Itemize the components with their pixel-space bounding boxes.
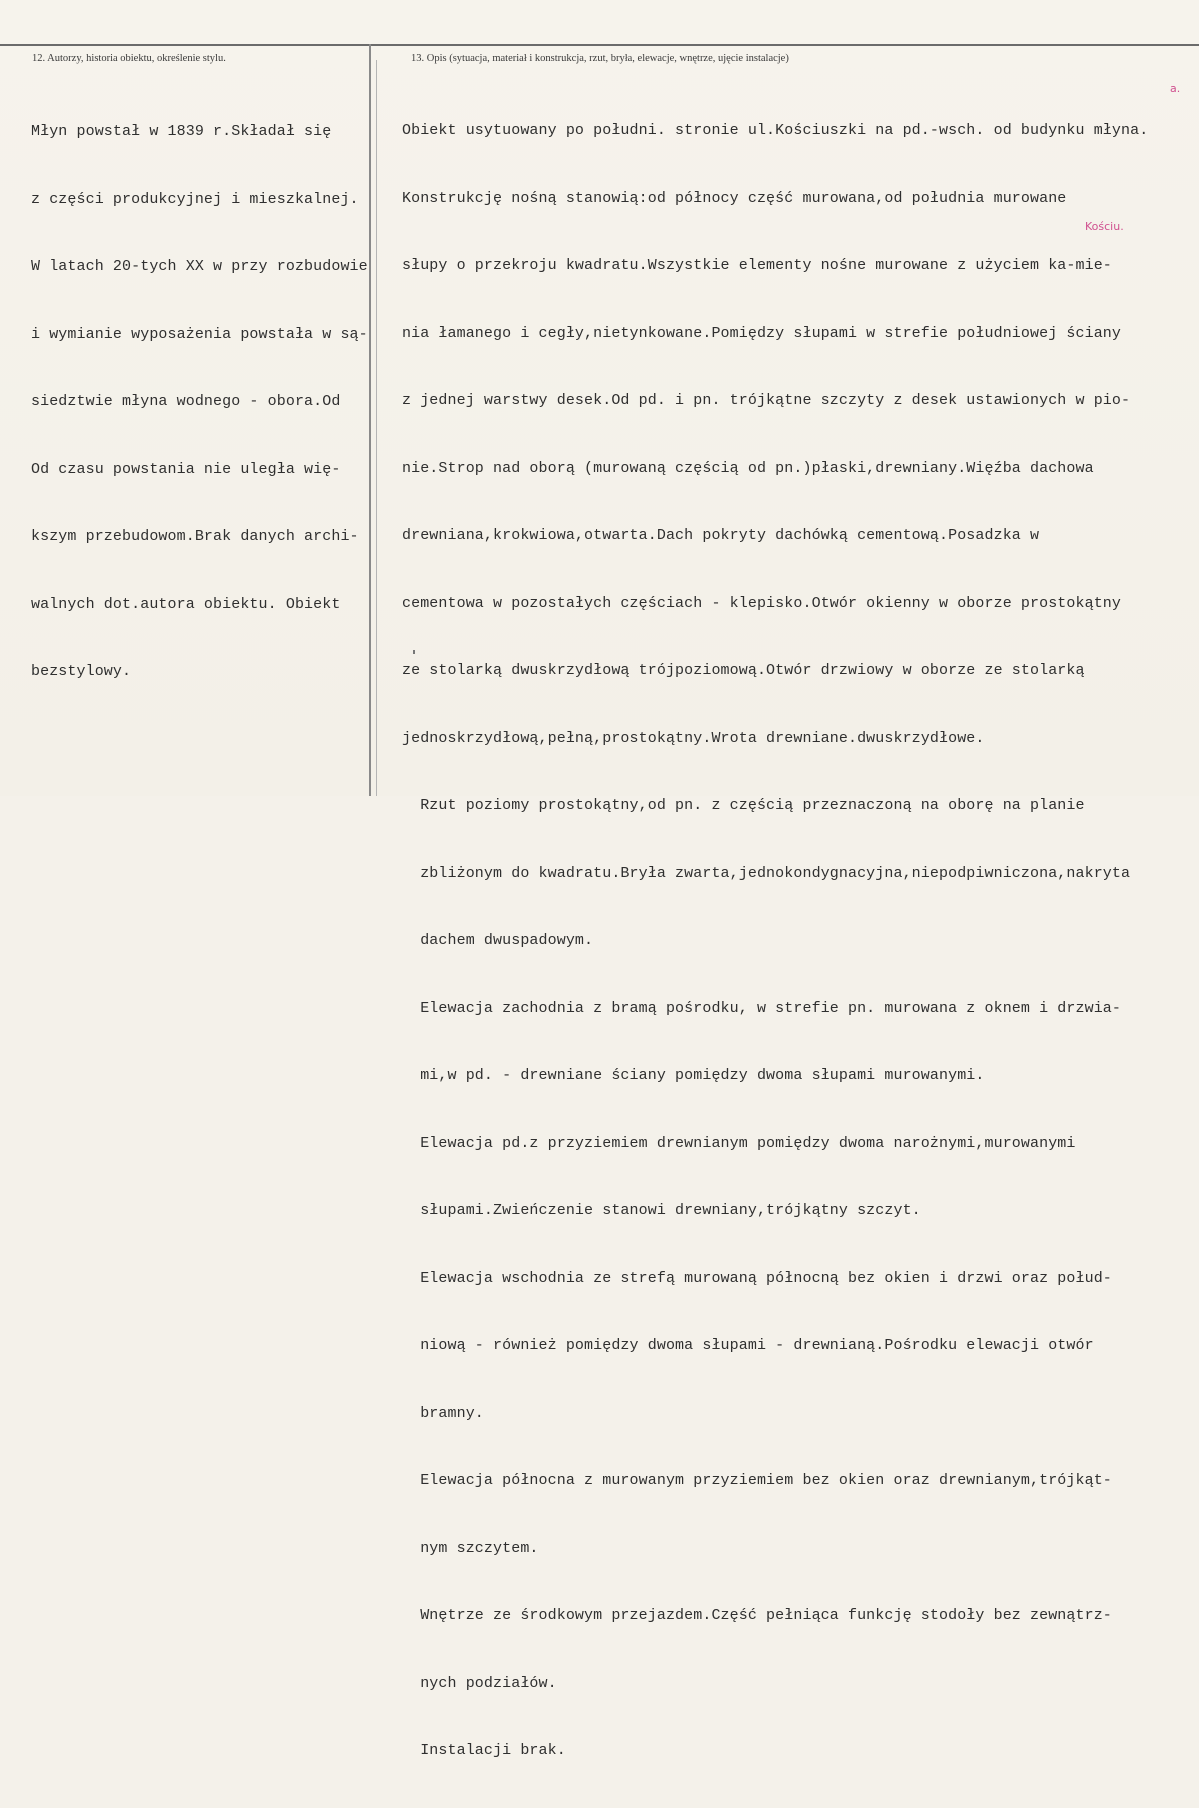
text-line: Elewacja zachodnia z bramą pośrodku, w strefie pn. murowana z oknem i drzwia- bbox=[402, 999, 1122, 1017]
text-line: jednoskrzydłową,pełną,prostokątny.Wrota drewniane.dwuskrzydłowe. bbox=[402, 729, 985, 747]
text-line: i wymianie wyposażenia powstała w są- bbox=[31, 325, 368, 343]
text-line: dachem dwuspadowym. bbox=[402, 932, 594, 949]
top-rule bbox=[0, 44, 1199, 46]
text-line: Elewacja wschodnia ze strefą murowaną północną bez okien i drzwi oraz połud- bbox=[402, 1269, 1112, 1287]
text-line: kszym przebudowom.Brak danych archi- bbox=[31, 528, 359, 545]
text-line: nych podziałów. bbox=[402, 1674, 557, 1692]
text-line: Obiekt usytuowany po południ. stronie ul.Kościuszki na pd.-wsch. od budynku młyna. bbox=[402, 122, 1149, 139]
text-line: z jednej warstwy desek.Od pd. i pn. trójkątne szczyty z desek ustawionych w pio- bbox=[402, 392, 1131, 409]
text-line: mi,w pd. - drewniane ściany pomiędzy dwoma słupami murowanymi. bbox=[402, 1067, 985, 1084]
text-line: bezstylowy. bbox=[31, 663, 132, 680]
text-line: Elewacja pd.z przyziemiem drewnianym pomiędzy dwoma narożnymi,murowanymi bbox=[402, 1134, 1076, 1152]
text-line: walnych dot.autora obiektu. Obiekt bbox=[31, 595, 341, 613]
ink-mark bbox=[413, 650, 415, 654]
text-line: Instalacji brak. bbox=[402, 1742, 566, 1759]
text-line: nia łamanego i cegły,nietynkowane.Pomiędzy słupami w strefie południowej ściany bbox=[402, 324, 1122, 342]
text-line: Elewacja północna z murowanym przyziemiem bez okien oraz drewnianym,trójkąt- bbox=[402, 1472, 1112, 1489]
description-text bbox=[402, 75, 1148, 1808]
text-line: słupy o przekroju kwadratu.Wszystkie elementy nośne murowane z użyciem ka-mie- bbox=[402, 257, 1112, 274]
section-12-header: 12. Autorzy, historia obiektu, określenie stylu. bbox=[32, 53, 226, 64]
text-line: Konstrukcję nośną stanowią:od północy część murowana,od południa murowane bbox=[402, 189, 1067, 207]
text-line: drewniana,krokwiowa,otwarta.Dach pokryty dachówką cementową.Posadzka w bbox=[402, 527, 1040, 544]
text-line: ze stolarką dwuskrzydłową trójpoziomową.Otwór drzwiowy w oborze ze stolarką bbox=[402, 662, 1085, 679]
text-line: Od czasu powstania nie uległa wię- bbox=[31, 460, 341, 478]
text-line: nym szczytem. bbox=[402, 1539, 539, 1557]
pink-annotation: a. bbox=[1170, 82, 1181, 95]
text-line: Młyn powstał w 1839 r.Składał się bbox=[31, 123, 332, 140]
text-line: cementowa w pozostałych częściach - klepisko.Otwór okienny w oborze prostokątny bbox=[402, 594, 1122, 612]
text-line: niową - również pomiędzy dwoma słupami - drewnianą.Pośrodku elewacji otwór bbox=[402, 1337, 1094, 1354]
text-line: Rzut poziomy prostokątny,od pn. z częścią przeznaczoną na oborę na planie bbox=[402, 797, 1085, 814]
text-line: W latach 20-tych XX w przy rozbudowie bbox=[31, 258, 368, 275]
text-line: z części produkcyjnej i mieszkalnej. bbox=[31, 190, 359, 208]
pink-annotation: Kościu. bbox=[1085, 220, 1124, 233]
text-line: słupami.Zwieńczenie stanowi drewniany,trójkątny szczyt. bbox=[402, 1202, 921, 1219]
section-13-header: 13. Opis (sytuacja, materiał i konstrukcja, rzut, bryła, elewacje, wnętrze, ujęcie instalacje) bbox=[411, 53, 789, 64]
authors-history-text bbox=[31, 76, 368, 729]
text-line: zbliżonym do kwadratu.Bryła zwarta,jednokondygnacyjna,niepodpiwniczona,nakryta bbox=[402, 864, 1131, 882]
text-line: nie.Strop nad oborą (murowaną częścią od pn.)płaski,drewniany.Więźba dachowa bbox=[402, 459, 1094, 477]
text-line: Wnętrze ze środkowym przejazdem.Część pełniąca funkcję stodoły bez zewnątrz- bbox=[402, 1607, 1112, 1624]
column-divider-secondary bbox=[376, 60, 377, 796]
text-line: siedztwie młyna wodnego - obora.Od bbox=[31, 393, 341, 410]
column-divider bbox=[369, 44, 371, 796]
text-line: bramny. bbox=[402, 1404, 484, 1422]
